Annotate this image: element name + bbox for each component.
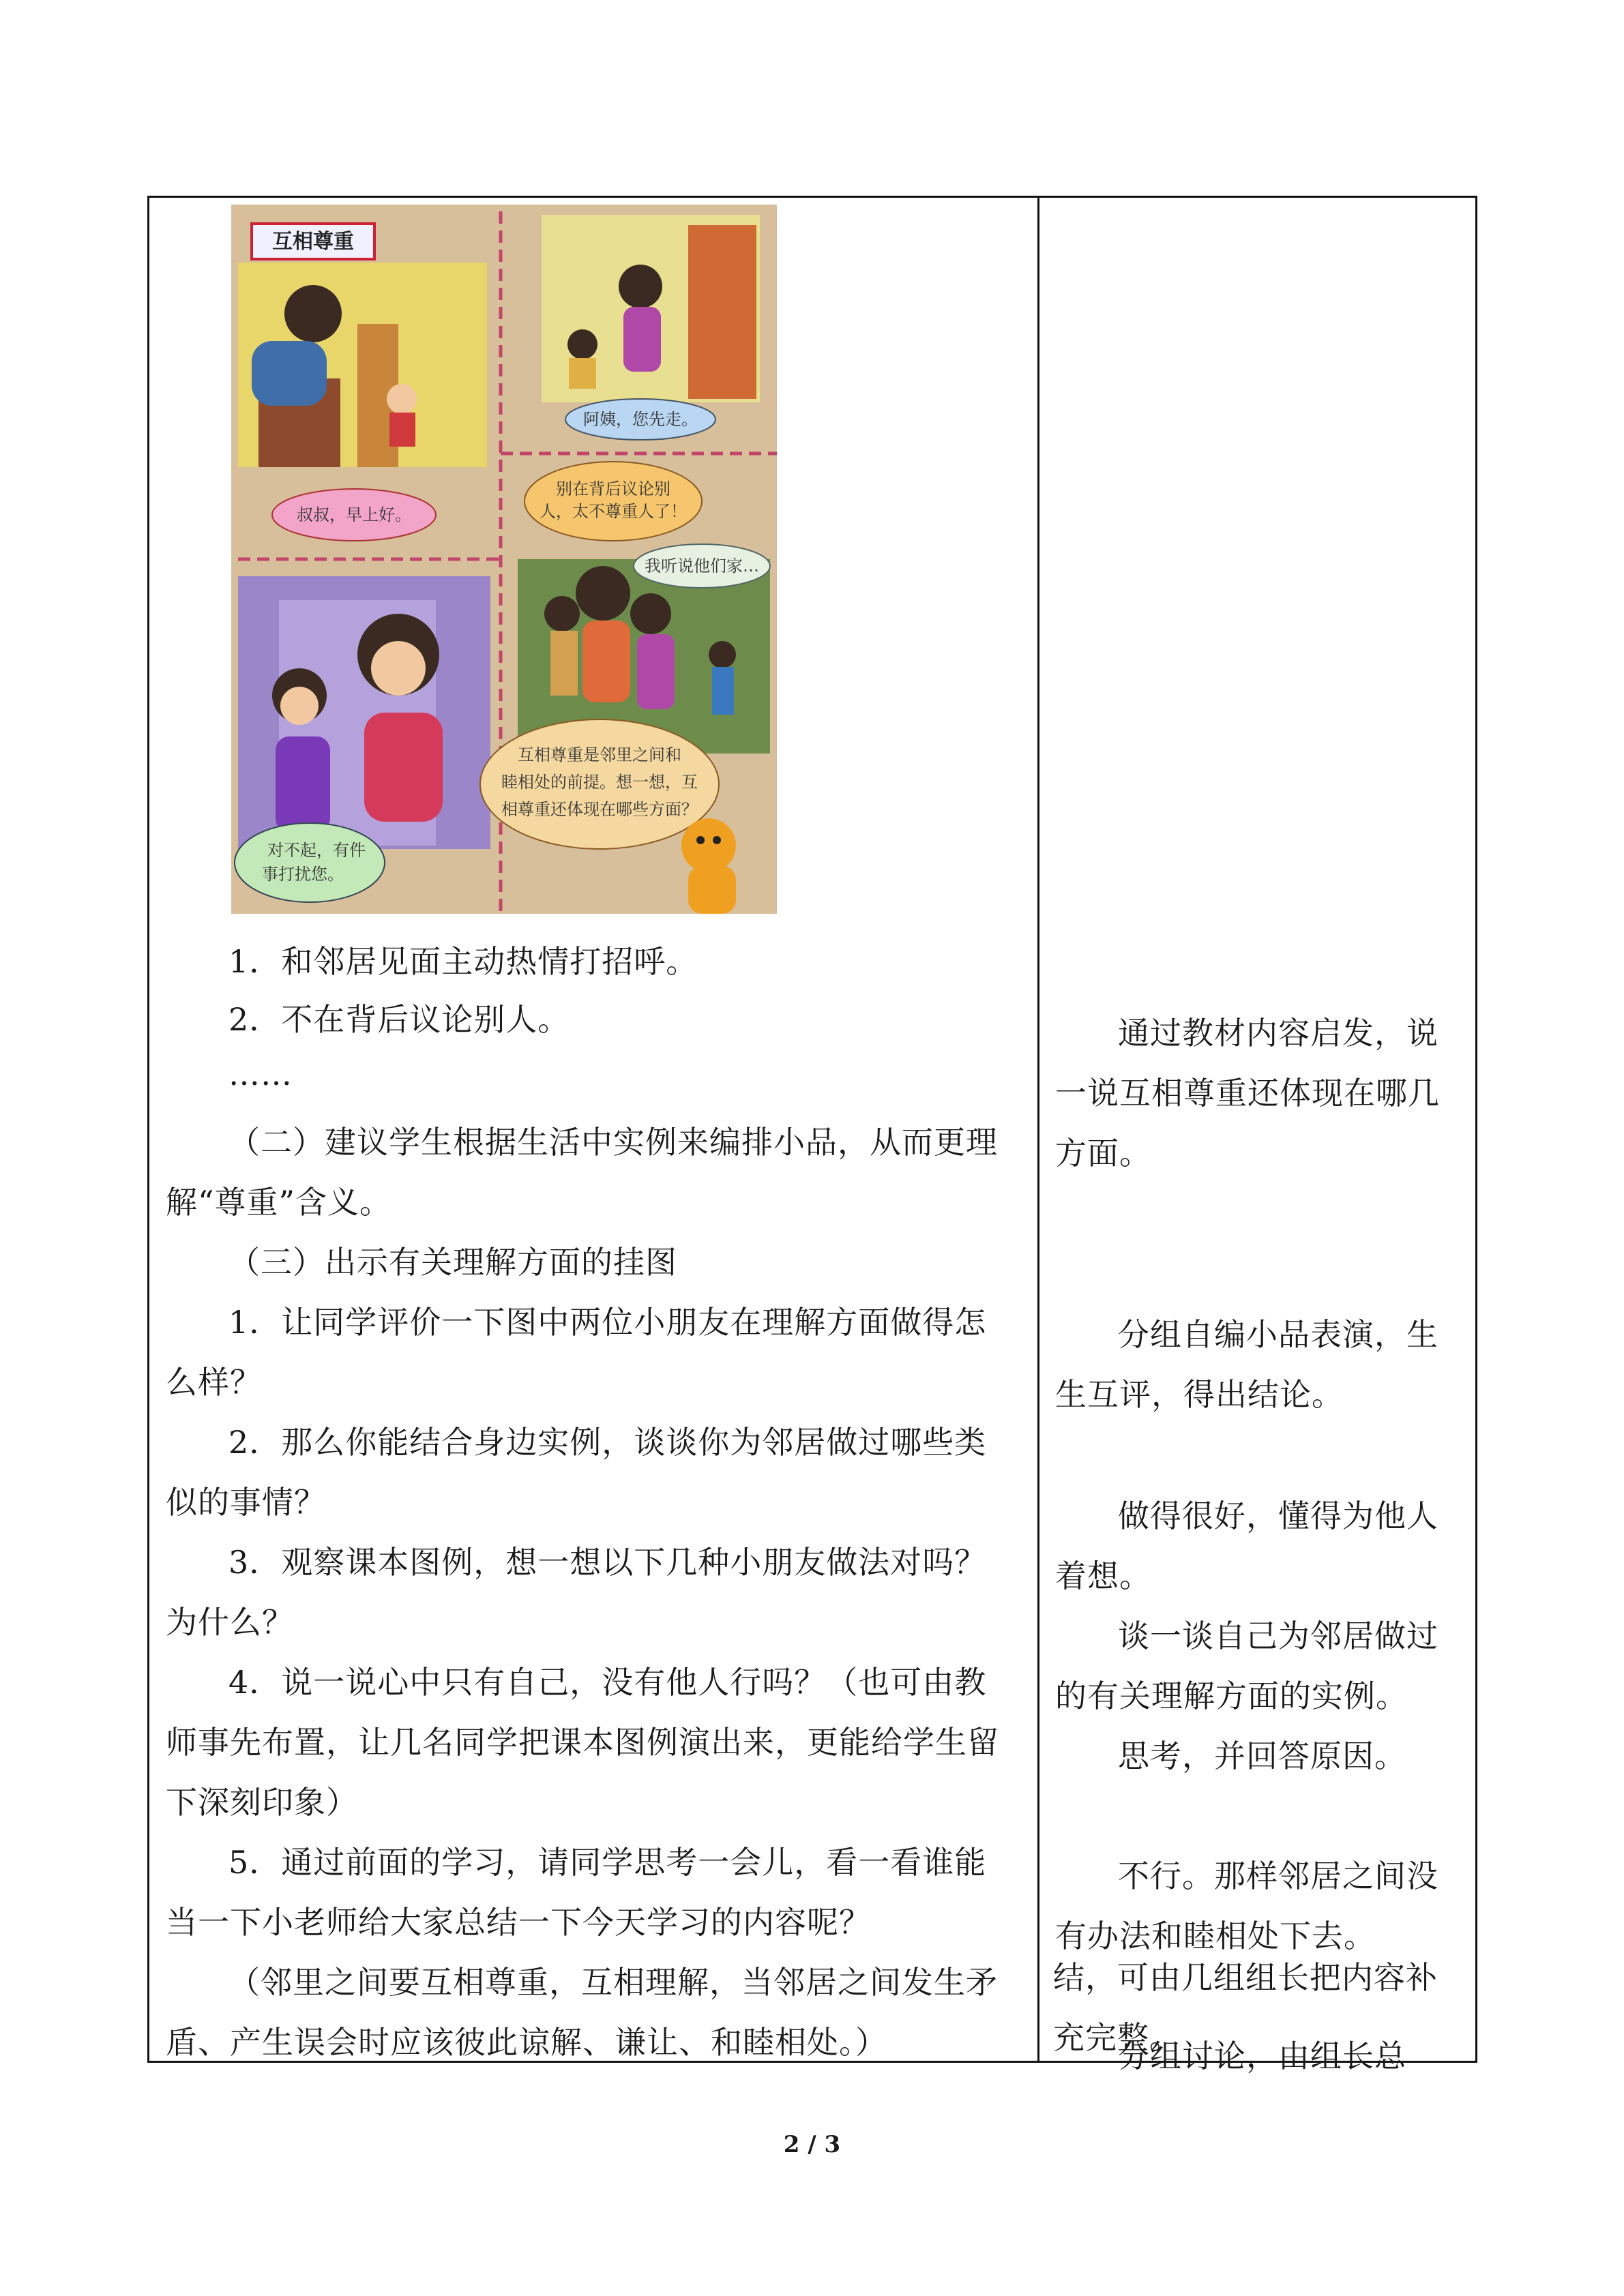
- right-r7-line1: 分组讨论，由组长总: [1118, 2038, 1406, 2074]
- bubble-sorry-line2: 事打扰您。: [262, 865, 344, 884]
- right-r1-line2: 一说互相尊重还体现在哪几: [1055, 1075, 1440, 1112]
- left-summary-line2: 盾、产生误会时应该彼此谅解、谦让、和睦相处。）: [166, 2024, 887, 2061]
- comic-illustration: [231, 205, 777, 914]
- comic-title: 互相尊重: [272, 230, 354, 254]
- right-r3-line2: 着想。: [1055, 1557, 1151, 1594]
- left-q2-line1: 2．那么你能结合身边实例，谈谈你为邻居做过哪些类: [228, 1424, 987, 1461]
- left-s2-line1: （二）建议学生根据生活中实例来编排小品，从而更理: [228, 1124, 998, 1161]
- right-r6-line2: 有办法和睦相处下去。: [1055, 1918, 1376, 1954]
- left-q1-line1: 1．让同学评价一下图中两位小朋友在理解方面做得怎: [228, 1304, 987, 1341]
- right-r7-line3: 充完整。: [1053, 2019, 1181, 2056]
- bubble-dont-gossip-line1: 别在背后议论别: [556, 479, 670, 498]
- left-q5-line1: 5．通过前面的学习，请同学思考一会儿，看一看谁能: [228, 1844, 987, 1881]
- left-s2-line2: 解“尊重”含义。: [166, 1184, 392, 1221]
- left-q4-line2: 师事先布置，让几名同学把课本图例演出来，更能给学生留: [166, 1724, 999, 1761]
- column-divider: [1037, 198, 1039, 2061]
- right-r2-line2: 生互评，得出结论。: [1055, 1376, 1344, 1413]
- left-item-2: 2．不在背后议论别人。: [228, 1001, 570, 1038]
- right-r2-line1: 分组自编小品表演，生: [1118, 1316, 1438, 1353]
- bubble-sorry-line1: 对不起，有件: [267, 841, 366, 860]
- right-r4-line1: 谈一谈自己为邻居做过: [1118, 1617, 1438, 1654]
- right-r1-line1: 通过教材内容启发，说: [1118, 1015, 1438, 1052]
- left-q4-line1: 4．说一说心中只有自己，没有他人行吗？（也可由教: [228, 1664, 987, 1701]
- right-r5: 思考，并回答原因。: [1118, 1738, 1406, 1774]
- left-item-1: 1．和邻居见面主动热情打招呼。: [228, 943, 698, 980]
- left-q1-line2: 么样？: [166, 1364, 262, 1401]
- left-ellipsis: ……: [228, 1056, 293, 1092]
- left-q4-line3: 下深刻印象）: [166, 1784, 358, 1821]
- left-s3-heading: （三）出示有关理解方面的挂图: [228, 1244, 677, 1281]
- bubble-auntie: 阿姨，您先走。: [583, 410, 698, 429]
- page-number: 2 / 3: [783, 2131, 841, 2158]
- left-q2-line2: 似的事情？: [166, 1484, 326, 1521]
- right-r7-line2: 结，可由几组组长把内容补: [1053, 1959, 1438, 1996]
- right-r4-line2: 的有关理解方面的实例。: [1055, 1678, 1408, 1714]
- lesson-table: [147, 196, 1477, 2074]
- bubble-uncle: 叔叔，早上好。: [297, 505, 411, 524]
- right-r3-line1: 做得很好，懂得为他人: [1118, 1497, 1438, 1534]
- bubble-dont-gossip-line2: 人，太不尊重人了！: [540, 502, 687, 521]
- right-r6-line1: 不行。那样邻居之间没: [1118, 1858, 1438, 1894]
- bubble-respect-line2: 睦相处的前提。想一想，互: [501, 773, 698, 792]
- bubble-respect-line1: 互相尊重是邻里之间和: [518, 745, 681, 764]
- bubble-respect-line3: 相尊重还体现在哪些方面？: [501, 800, 698, 819]
- bubble-gossip: 我听说他们家…: [645, 556, 759, 576]
- left-q5-line2: 当一下小老师给大家总结一下今天学习的内容呢？: [166, 1904, 871, 1941]
- left-q3-line1: 3．观察课本图例，想一想以下几种小朋友做法对吗？: [228, 1544, 987, 1581]
- textbook-comic-image: [231, 205, 777, 914]
- left-q3-line2: 为什么？: [166, 1604, 294, 1641]
- right-r1-line3: 方面。: [1055, 1135, 1151, 1172]
- left-summary-line1: （邻里之间要互相尊重，互相理解，当邻居之间发生矛: [228, 1964, 998, 2001]
